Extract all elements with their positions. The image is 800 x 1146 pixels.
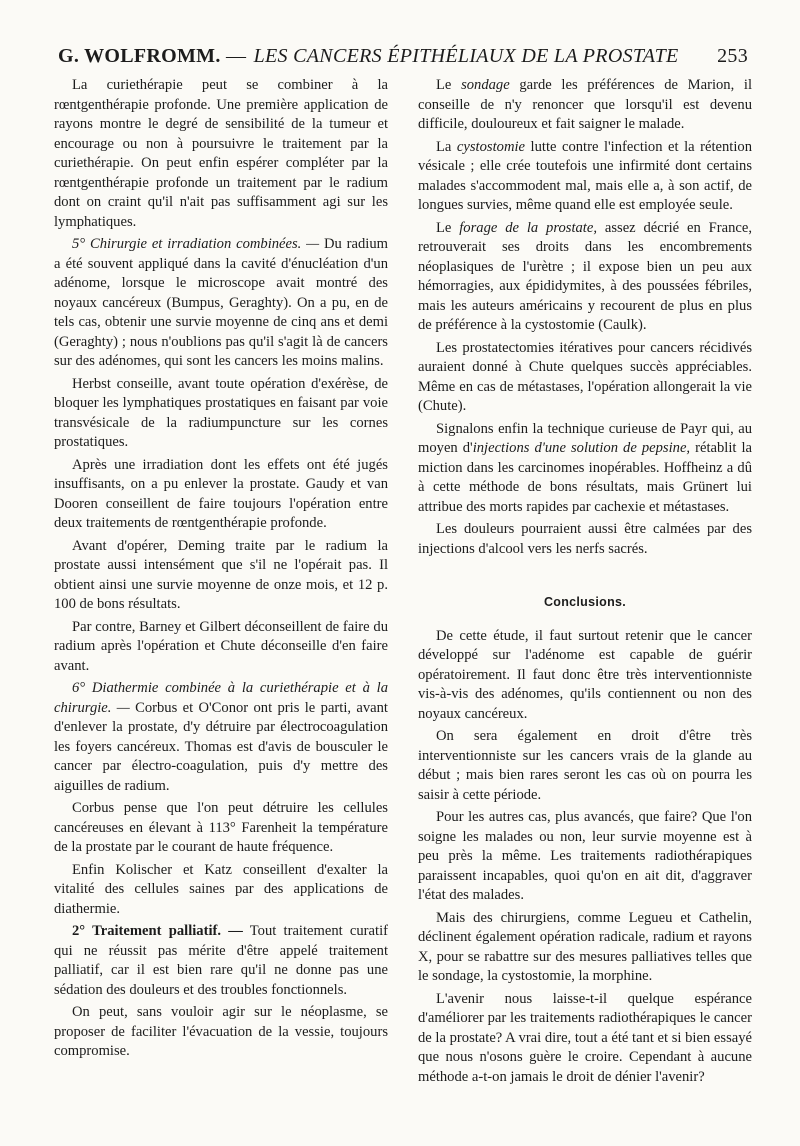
header-author: G. WOLFROMM.	[58, 45, 221, 67]
paragraph: 2° Traitement palliatif. — Tout traitement curatif qui ne réussit pas mérite d'être appelé traitement palliatif, car il est bien rare qu'il ne donne pas une sédation des douleurs et des troubles fonctionnels.	[54, 923, 388, 998]
paragraph: On sera également en droit d'être très interventionniste sur les cancers vrais de la glande au début ; mais bien rares seront les cas où on pourra les saisir à cette période.	[418, 728, 752, 803]
paragraph: Le sondage garde les préférences de Marion, il conseille de n'y renoncer que lorsqu'il est devenu difficile, douloureux et fait saigner le malade.	[418, 77, 753, 132]
paragraph: L'avenir nous laisse-t-il quelque espérance d'améliorer par les traitements radiothérapiques le cancer de la prostate? A vrai dire, tout a été tant et si bien essayé que nous n'osons guère le croire. Cependant à aucune méthode a-t-on jamais le droit de dénier l'avenir?	[418, 990, 752, 1085]
paragraph: Par contre, Barney et Gilbert déconseillent de faire du radium après l'opération et Chute déconseille d'en faire avant.	[54, 618, 388, 674]
conclusions-heading: Conclusions.	[543, 595, 627, 609]
paragraph: On peut, sans vouloir agir sur le néoplasme, se proposer de faciliter l'évacuation de la vessie, toujours compromise.	[54, 1004, 388, 1059]
paragraph: Le forage de la prostate, assez décrié en France, retrouverait ses droits dans les encombrements néoplasiques de l'urètre ; il expose bien un peu aux hémorragies, aux épididymites, à des poussées fébriles, mais les auteurs américains y recourent de plus en plus de préférence à la cystostomie (Caulk).	[418, 219, 752, 333]
section-heading: 2° Traitement palliatif. —	[72, 923, 243, 939]
paragraph: Avant d'opérer, Deming traite par le radium la prostate aussi intensément que s'il ne l'opérait pas. Il obtient ainsi une survie moyenne de onze mois, et 12 p. 100 de bons résultats.	[54, 537, 388, 612]
left-column	[54, 76, 388, 1065]
header-dash: —	[225, 45, 247, 67]
section-heading: 5° Chirurgie et irradiation combinées. —	[72, 236, 320, 252]
section-heading: 6° Diathermie combinée à la curiethérapie et à la chirurgie. —	[54, 680, 388, 716]
paragraph: 5° Chirurgie et irradiation combinées. — Du radium a été souvent appliqué dans la cavité d'énucléation d'un adénome, lorsque le microscope avait montré des noyaux cancéreux (Bumpus, Geraghty). On a pu, en de tels cas, obtenir une survie moyenne de cinq ans et demi (Geraghty) ; nous n'oublions pas qu'il s'agit là de cancers sur des adénomes, qui sont les cancers les moins malins.	[54, 236, 388, 369]
paragraph: Les prostatectomies itératives pour cancers récidivés auraient donné à Chute quelques succès appréciables. Même en cas de métastases, l'opération allongerait la vie (Chute).	[418, 339, 752, 414]
paragraph: De cette étude, il faut surtout retenir que le cancer développé sur l'adénome est capable de guérir opératoirement. Il faut donc être très interventionniste vis-à-vis des adénomes, qu'ils contiennent ou non des noyaux cancéreux.	[418, 627, 752, 722]
paragraph: Enfin Kolischer et Katz conseillent d'exalter la vitalité des cellules saines par des applications de diathermie.	[54, 861, 388, 917]
paragraph: 6° Diathermie combinée à la curiethérapie et à la chirurgie. — Corbus et O'Conor ont pris le parti, avant d'enlever la prostate, d'y détruire par électrocoagulation les foyers cancéreux. Thomas est d'avis de bousculer le cancer par électro-coagulation, puis d'y mettre des aiguilles de radium.	[54, 680, 388, 794]
paragraph: La cystostomie lutte contre l'infection et la rétention vésicale ; elle crée toutefois une infirmité dont certains malades s'accommodent mal, mais elle a, à son actif, de longues survies, même quand elle est employée seule.	[418, 138, 753, 213]
right-column	[418, 76, 752, 1090]
paragraph: Corbus pense que l'on peut détruire les cellules cancéreuses en élevant à 113° Farenheit la température de la prostate par le courant de haute fréquence.	[54, 800, 388, 855]
running-header	[58, 44, 748, 68]
paragraph: Signalons enfin la technique curieuse de Payr qui, au moyen d'injections d'une solution de pepsine, rétablit la miction dans les carcinomes inopérables. Hoffheinz a dû à cette méthode de bons résultats, mais Grünert lui attribue des morts rapides par cachexie et métastases.	[418, 420, 753, 515]
page-number: 253	[717, 45, 748, 67]
paragraph: Mais des chirurgiens, comme Legueu et Cathelin, déclinent également opération radicale, radium et rayons X, pour se rabattre sur des mesures palliatives telles que le sondage, la cystostomie, la morphine.	[418, 909, 752, 984]
paragraph: Herbst conseille, avant toute opération d'exérèse, de bloquer les lymphatiques prostatiques en faisant par voie transvésicale de la radiumpuncture sur les cornes prostatiques.	[54, 375, 388, 450]
paragraph: Après une irradiation dont les effets ont été jugés insuffisants, on a pu enlever la prostate. Gaudy et van Dooren conseillent de faire toujours l'opération entre deux traitements de rœntgenthérapie profonde.	[54, 456, 388, 531]
header-title: LES CANCERS ÉPITHÉLIAUX DE LA PROSTATE	[253, 45, 679, 67]
paragraph: Les douleurs pourraient aussi être calmées par des injections d'alcool vers les nerfs sacrés.	[418, 521, 752, 557]
paragraph: La curiethérapie peut se combiner à la rœntgenthérapie profonde. Une première application de rayons montre le degré de sensibilité de la tumeur et encourage ou non à poursuivre le traitement par la curiethérapie. On peut enfin espérer compléter par la rœntgenthérapie profonde un traitement par le radium dont on craint qu'il n'ait pas suffisamment agi sur les lymphatiques.	[54, 77, 388, 230]
paragraph: Pour les autres cas, plus avancés, que faire? Que l'on soigne les malades ou non, leur survie moyenne est à peu près la même. Les traitements radiothérapiques paraissent incapables, quoi qu'on en ait dit, d'aggraver l'état des malades.	[418, 809, 752, 903]
